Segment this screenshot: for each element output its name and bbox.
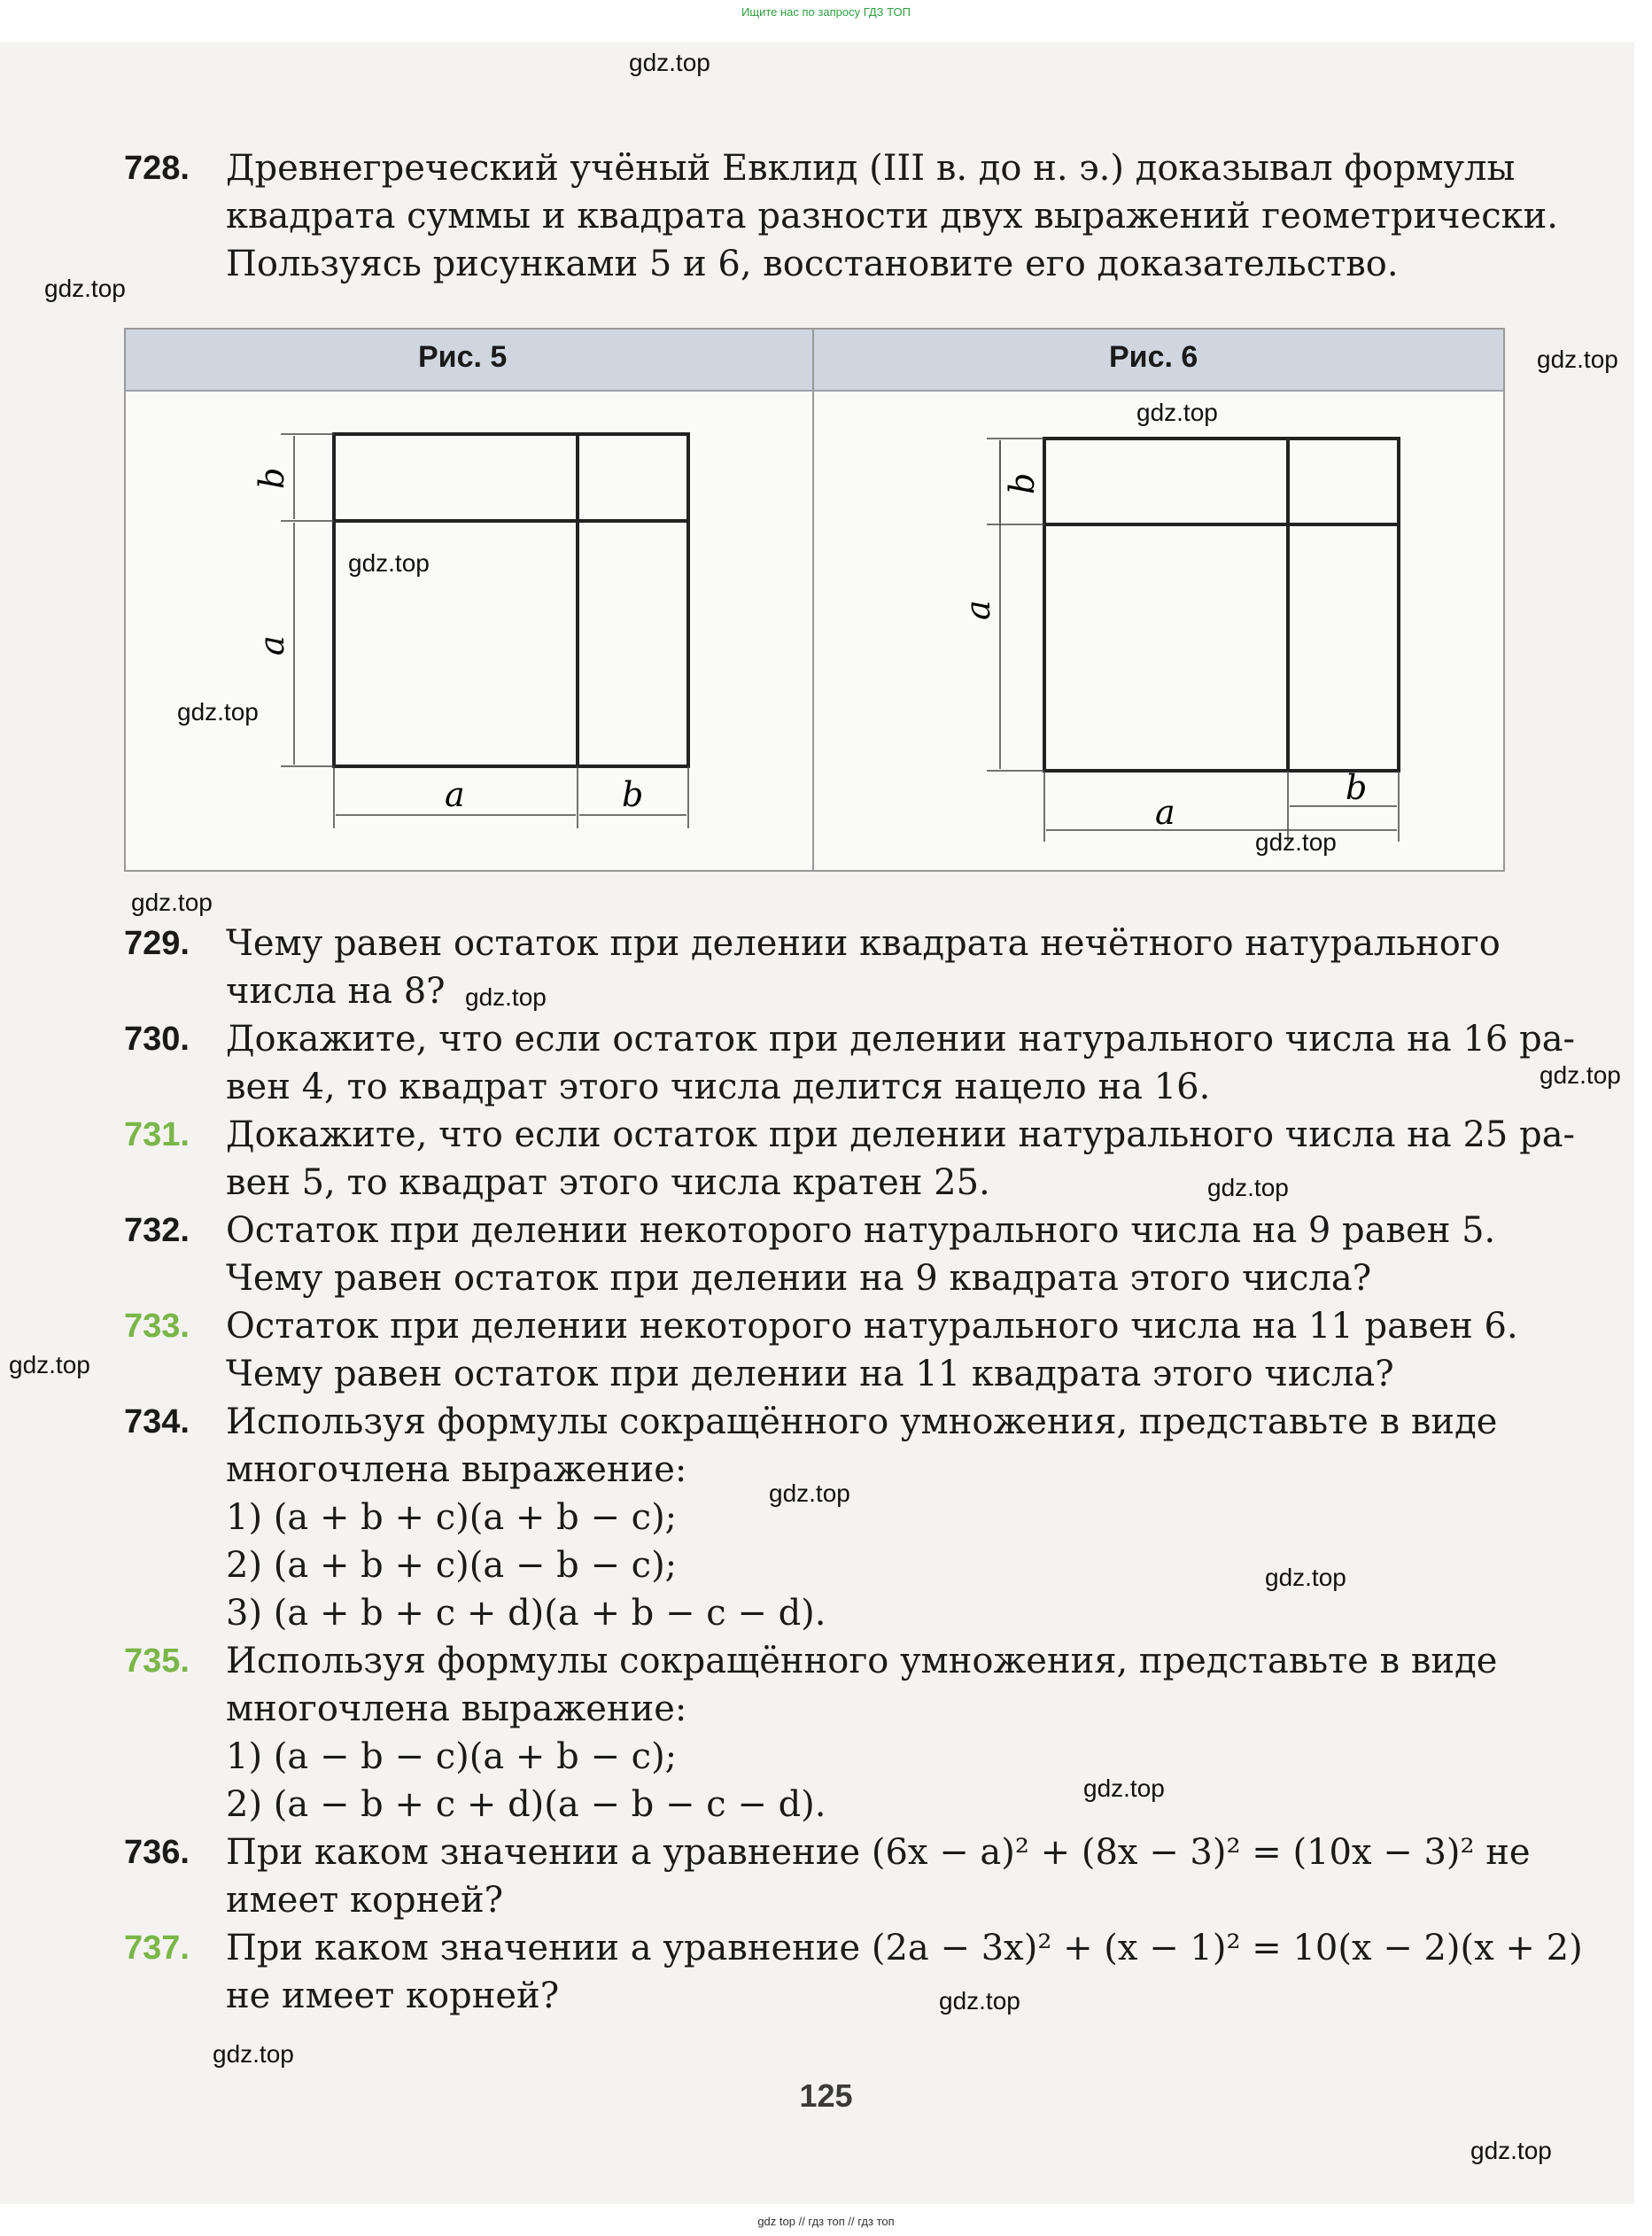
fig5-label-a-vertical: a: [252, 635, 291, 656]
problem-text-line: Чему равен остаток при делении на 11 квадрата этого числа?: [226, 1354, 1394, 1394]
problem-728: [124, 144, 1559, 288]
problem-731: [124, 1111, 1576, 1207]
watermark: gdz.top: [1470, 2137, 1552, 2164]
problem-item: 2) (a − b + c + d)(a − b − c − d).: [226, 1784, 826, 1825]
figures-table: [124, 328, 1505, 872]
problem-number: 731.: [124, 1116, 190, 1153]
problem-text-line: При каком значении a уравнение (2a − 3x)² + (x − 1)² = 10(x − 2)(x + 2): [226, 1928, 1583, 1968]
problem-text-line: вен 5, то квадрат этого числа кратен 25.: [226, 1162, 990, 1203]
problem-text-line: числа на 8?: [226, 971, 446, 1012]
problem-text-line: Чему равен остаток при делении квадрата нечётного натурального: [226, 923, 1501, 964]
problem-number: 736.: [124, 1834, 190, 1871]
watermark: gdz.top: [465, 983, 547, 1011]
figure-6-title: Рис. 6: [1109, 340, 1198, 374]
watermark: gdz.top: [1083, 1774, 1165, 1802]
watermark: gdz.top: [348, 549, 430, 577]
watermark: gdz.top: [131, 889, 213, 916]
figure-5-diagram: [126, 390, 808, 868]
problem-text-line: не имеет корней?: [226, 1976, 560, 2016]
problem-text-line: Докажите, что если остаток при делении натурального числа на 16 ра-: [226, 1019, 1576, 1060]
watermark: gdz.top: [769, 1479, 850, 1507]
problem-text-line: Используя формулы сокращённого умножения, представьте в виде: [226, 1401, 1498, 1442]
watermark: gdz.top: [1136, 399, 1218, 426]
problem-text-line: Чему равен остаток при делении на 9 квадрата этого числа?: [226, 1258, 1372, 1299]
problem-number: 737.: [124, 1929, 190, 1967]
fig6-label-b-vertical: b: [1003, 472, 1042, 494]
problem-number: 732.: [124, 1212, 190, 1249]
problem-text-line: Используя формулы сокращённого умножения, представьте в виде: [226, 1641, 1498, 1681]
problem-text-line: многочлена выражение:: [226, 1449, 687, 1490]
problem-item: 3) (a + b + c + d)(a + b − c − d).: [226, 1593, 826, 1634]
problem-text-line: квадрата суммы и квадрата разности двух выражений геометрически.: [226, 196, 1559, 237]
figures-header: [126, 330, 1503, 392]
problem-item: 1) (a + b + c)(a + b − c);: [226, 1497, 678, 1538]
problem-733: [124, 1302, 1518, 1398]
watermark: gdz.top: [939, 1987, 1020, 2015]
problem-text-line: вен 4, то квадрат этого числа делится нацело на 16.: [226, 1067, 1211, 1107]
problem-734: [124, 1398, 1506, 1637]
watermark: gdz.top: [1255, 828, 1337, 856]
top-banner: Ищите нас по запросу ГДЗ ТОП: [741, 5, 911, 19]
problem-item: 1) (a − b − c)(a + b − c);: [226, 1736, 678, 1777]
problem-text-line: Древнегреческий учёный Евклид (III в. до н. э.) доказывал формулы: [226, 148, 1516, 189]
problem-736: [124, 1828, 1531, 1924]
problem-number: 728.: [124, 150, 190, 187]
fig6-label-a-horizontal: a: [1155, 793, 1175, 832]
fig5-label-a-horizontal: a: [445, 775, 465, 814]
problem-text-line: Пользуясь рисунками 5 и 6, восстановите его доказательство.: [226, 244, 1399, 284]
problem-number: 729.: [124, 925, 190, 962]
problem-730: [124, 1015, 1576, 1111]
watermark: gdz.top: [44, 275, 126, 302]
problem-number: 730.: [124, 1021, 190, 1058]
figure-5-title: Рис. 5: [418, 340, 508, 374]
bottom-banner: gdz top // гдз топ // гдз топ: [757, 2215, 895, 2228]
problem-item: 2) (a + b + c)(a − b − c);: [226, 1545, 678, 1586]
watermark: gdz.top: [1207, 1174, 1289, 1201]
fig6-label-b-horizontal: b: [1346, 768, 1368, 807]
page-number: 125: [799, 2077, 853, 2114]
problem-number: 734.: [124, 1403, 190, 1440]
problem-735: [124, 1637, 1506, 1828]
watermark: gdz.top: [9, 1351, 90, 1378]
problem-737: [124, 1924, 1583, 2020]
problem-number: 733.: [124, 1308, 190, 1345]
watermark: gdz.top: [1265, 1564, 1346, 1591]
watermark: gdz.top: [177, 698, 259, 726]
watermark: gdz.top: [213, 2040, 294, 2068]
problem-729: [124, 920, 1506, 1015]
problem-text-line: Остаток при делении некоторого натурального числа на 11 равен 6.: [226, 1306, 1518, 1347]
problem-text-line: имеет корней?: [226, 1880, 504, 1921]
problem-732: [124, 1207, 1506, 1302]
figure-6-diagram: [814, 390, 1503, 868]
problem-text-line: При каком значении a уравнение (6x − a)² + (8x − 3)² = (10x − 3)² не: [226, 1832, 1531, 1873]
fig5-label-b-vertical: b: [252, 467, 291, 489]
problem-text-line: Остаток при делении некоторого натурального числа на 9 равен 5.: [226, 1210, 1496, 1251]
fig5-label-b-horizontal: b: [622, 775, 644, 814]
watermark: gdz.top: [1537, 345, 1618, 373]
watermark: gdz.top: [629, 49, 710, 76]
problem-text-line: многочлена выражение:: [226, 1689, 687, 1729]
watermark: gdz.top: [1540, 1061, 1621, 1089]
fig6-label-a-vertical: a: [958, 600, 997, 620]
problem-number: 735.: [124, 1642, 190, 1680]
problem-text-line: Докажите, что если остаток при делении натурального числа на 25 ра-: [226, 1114, 1576, 1155]
